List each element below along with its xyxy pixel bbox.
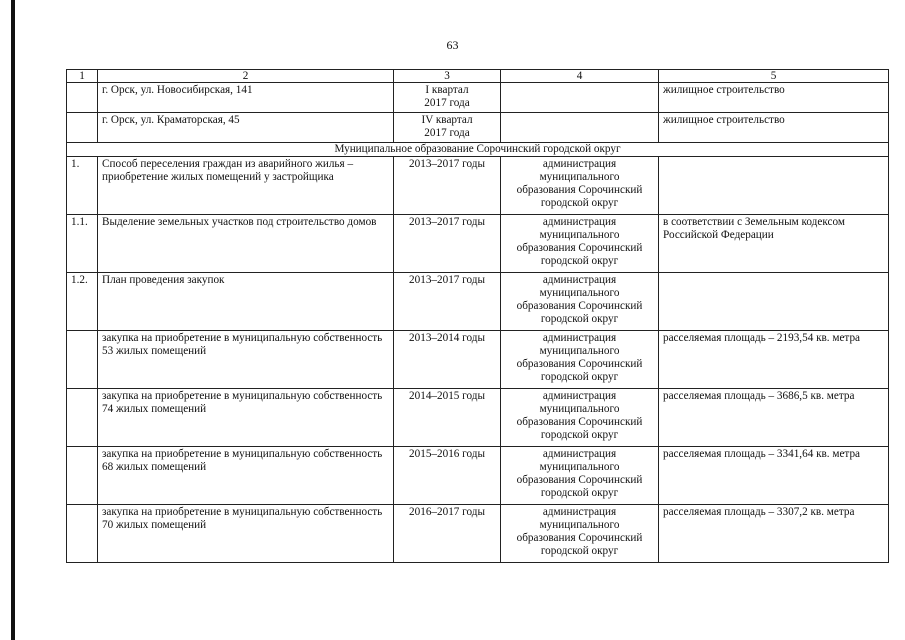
page-number: 63 xyxy=(446,38,459,52)
responsible-text: администрация муниципального образования Сорочинский городской округ xyxy=(516,158,643,209)
table-row xyxy=(67,157,889,215)
responsible-text: администрация муниципального образования Сорочинский городской округ xyxy=(516,390,643,441)
responsible-cell xyxy=(501,157,659,215)
section-row xyxy=(67,143,889,157)
note-cell: расселяемая площадь – 2193,54 кв. метра xyxy=(659,331,889,389)
row-number-cell xyxy=(67,389,98,447)
term-text: IV квартал 2017 года xyxy=(421,114,473,139)
description-cell: г. Орск, ул. Новосибирская, 141 xyxy=(98,83,394,113)
term-cell: 2016–2017 годы xyxy=(394,505,501,563)
term-cell xyxy=(394,83,501,113)
note-cell: расселяемая площадь – 3307,2 кв. метра xyxy=(659,505,889,563)
description-cell: План проведения закупок xyxy=(98,273,394,331)
row-number-cell xyxy=(67,447,98,505)
program-table xyxy=(66,69,889,563)
note-cell xyxy=(659,273,889,331)
row-number-cell xyxy=(67,331,98,389)
note-cell: расселяемая площадь – 3341,64 кв. метра xyxy=(659,447,889,505)
table-row xyxy=(67,505,889,563)
row-number-cell xyxy=(67,83,98,113)
description-cell: закупка на приобретение в муниципальную собственность 53 жилых помещений xyxy=(98,331,394,389)
column-header: 3 xyxy=(394,70,501,83)
term-cell: 2013–2017 годы xyxy=(394,157,501,215)
table-row xyxy=(67,331,889,389)
responsible-cell xyxy=(501,113,659,143)
responsible-cell xyxy=(501,505,659,563)
term-cell xyxy=(394,113,501,143)
responsible-text: администрация муниципального образования Сорочинский городской округ xyxy=(516,274,643,325)
table-row xyxy=(67,273,889,331)
responsible-cell xyxy=(501,215,659,273)
column-header: 2 xyxy=(98,70,394,83)
responsible-text: администрация муниципального образования Сорочинский городской округ xyxy=(516,506,643,557)
description-cell: Выделение земельных участков под строительство домов xyxy=(98,215,394,273)
responsible-cell xyxy=(501,331,659,389)
responsible-text: администрация муниципального образования Сорочинский городской округ xyxy=(516,216,643,267)
responsible-text: администрация муниципального образования Сорочинский городской округ xyxy=(516,332,643,383)
note-cell xyxy=(659,157,889,215)
note-cell: жилищное строительство xyxy=(659,113,889,143)
term-cell: 2013–2017 годы xyxy=(394,215,501,273)
section-title: Муниципальное образование Сорочинский городской округ xyxy=(67,143,889,157)
row-number-cell xyxy=(67,113,98,143)
description-cell: закупка на приобретение в муниципальную собственность 68 жилых помещений xyxy=(98,447,394,505)
responsible-cell xyxy=(501,83,659,113)
responsible-cell xyxy=(501,389,659,447)
term-text: I квартал 2017 года xyxy=(424,84,470,109)
note-cell: в соответствии с Земельным кодексом Российской Федерации xyxy=(659,215,889,273)
table-header-row xyxy=(67,70,889,83)
scan-edge-rule xyxy=(11,0,15,640)
term-cell: 2013–2017 годы xyxy=(394,273,501,331)
row-number-cell: 1.1. xyxy=(67,215,98,273)
row-number-cell: 1.2. xyxy=(67,273,98,331)
table-row xyxy=(67,113,889,143)
note-cell: жилищное строительство xyxy=(659,83,889,113)
column-header: 1 xyxy=(67,70,98,83)
table-row xyxy=(67,83,889,113)
responsible-cell xyxy=(501,447,659,505)
description-cell: закупка на приобретение в муниципальную собственность 70 жилых помещений xyxy=(98,505,394,563)
description-cell: г. Орск, ул. Краматорская, 45 xyxy=(98,113,394,143)
note-cell: расселяемая площадь – 3686,5 кв. метра xyxy=(659,389,889,447)
row-number-cell xyxy=(67,505,98,563)
responsible-text: администрация муниципального образования Сорочинский городской округ xyxy=(516,448,643,499)
term-cell: 2014–2015 годы xyxy=(394,389,501,447)
table-row xyxy=(67,447,889,505)
responsible-cell xyxy=(501,273,659,331)
term-cell: 2013–2014 годы xyxy=(394,331,501,389)
table-row xyxy=(67,215,889,273)
table-row xyxy=(67,389,889,447)
description-cell: Способ переселения граждан из аварийного жилья – приобретение жилых помещений у застройщика xyxy=(98,157,394,215)
description-cell: закупка на приобретение в муниципальную собственность 74 жилых помещений xyxy=(98,389,394,447)
column-header: 4 xyxy=(501,70,659,83)
row-number-cell: 1. xyxy=(67,157,98,215)
term-cell: 2015–2016 годы xyxy=(394,447,501,505)
column-header: 5 xyxy=(659,70,889,83)
